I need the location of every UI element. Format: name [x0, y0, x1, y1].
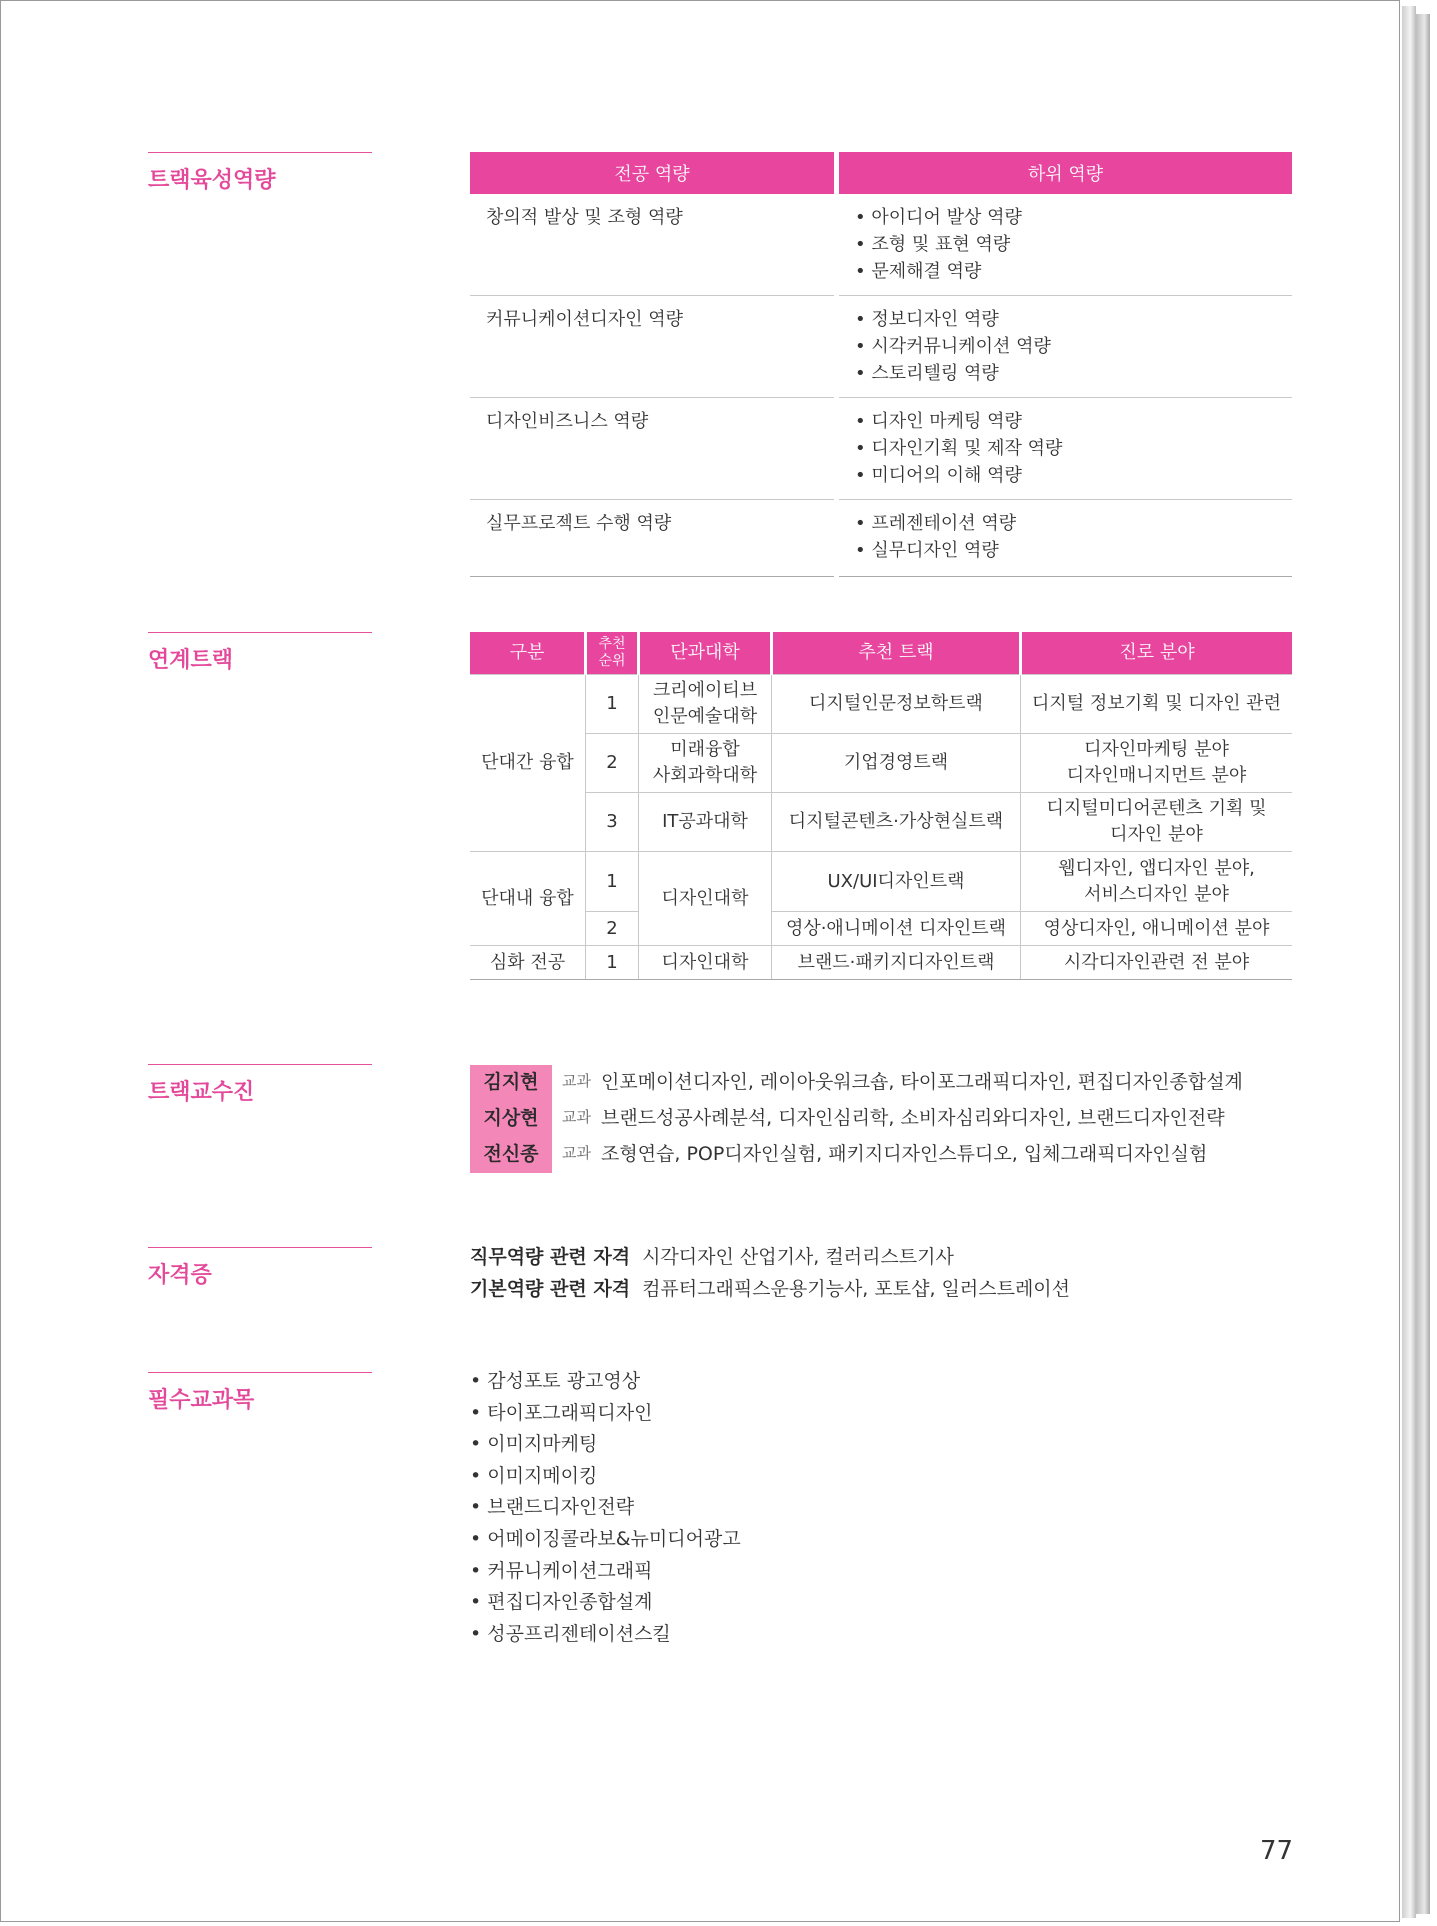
- linked-track-table: [470, 632, 1292, 980]
- section-label-required: 필수교과목: [148, 1372, 372, 1414]
- rank-cell: 3: [586, 793, 639, 852]
- faculty-role: 교과: [562, 1107, 591, 1126]
- license-row: [470, 1242, 954, 1269]
- table-row: [470, 912, 1292, 946]
- list-item: • 타이포그래픽디자인: [470, 1398, 741, 1430]
- sub-competency: • 실무디자인 역량: [855, 540, 999, 561]
- track-cell: 기업경영트랙: [772, 734, 1021, 793]
- career-cell: 디지털 정보기획 및 디자인 관련: [1021, 675, 1293, 734]
- table-row: [470, 793, 1292, 852]
- career-cell: 시각디자인관련 전 분야: [1021, 946, 1293, 980]
- table-row: [470, 398, 1292, 500]
- track-cell: 영상·애니메이션 디자인트랙: [772, 912, 1021, 946]
- faculty-role: 교과: [562, 1143, 591, 1162]
- header-career: 진로 분야: [1021, 632, 1293, 675]
- faculty-subjects: 인포메이션디자인, 레이아웃워크숍, 타이포그래픽디자인, 편집디자인종합설계: [600, 1070, 1243, 1093]
- career-cell: 웹디자인, 앱디자인 분야, 서비스디자인 분야: [1021, 852, 1293, 912]
- faculty-name: 지상현: [483, 1106, 539, 1129]
- section-label-linked-track: 연계트랙: [148, 632, 372, 674]
- page-edge: [1416, 14, 1430, 1914]
- list-item: • 감성포토 광고영상: [470, 1366, 741, 1398]
- career-cell: 디지털미디어콘텐츠 기획 및 디자인 분야: [1021, 793, 1293, 852]
- faculty-subjects: 조형연습, POP디자인실험, 패키지디자인스튜디오, 입체그래픽디자인실험: [600, 1142, 1208, 1165]
- list-item: • 브랜드디자인전략: [470, 1492, 741, 1524]
- faculty-row: [470, 1134, 1207, 1170]
- major-competency: 창의적 발상 및 조형 역량: [470, 194, 837, 296]
- list-item: • 이미지메이킹: [470, 1461, 741, 1493]
- sub-competency: • 조형 및 표현 역량: [855, 234, 1011, 255]
- table-row: [470, 500, 1292, 577]
- track-cell: 디지털인문정보학트랙: [772, 675, 1021, 734]
- sub-competency: • 정보디자인 역량: [855, 309, 999, 330]
- track-cell: 브랜드·패키지디자인트랙: [772, 946, 1021, 980]
- rank-cell: 2: [586, 912, 639, 946]
- career-cell: 디자인마케팅 분야 디자인매니지먼트 분야: [1021, 734, 1293, 793]
- group-cell: 단대간 융합: [470, 675, 586, 852]
- list-item: • 편집디자인종합설계: [470, 1587, 741, 1619]
- header-rank-line: 추천: [598, 636, 626, 652]
- table-row: [470, 194, 1292, 296]
- college-cell: IT공과대학: [639, 793, 772, 852]
- track-cell: UX/UI디자인트랙: [772, 852, 1021, 912]
- list-item: • 성공프리젠테이션스킬: [470, 1619, 741, 1651]
- sub-competency-list: [837, 398, 1293, 500]
- table-row: [470, 734, 1292, 793]
- sub-competency-list: [837, 500, 1293, 577]
- required-course-list: [470, 1366, 741, 1650]
- list-item: • 어메이징콜라보&뉴미디어광고: [470, 1524, 741, 1556]
- page-number: 77: [1260, 1836, 1294, 1866]
- faculty-name: 김지현: [483, 1070, 539, 1093]
- faculty-role: 교과: [562, 1071, 591, 1090]
- faculty-name: 전신종: [483, 1142, 539, 1165]
- college-cell: 디자인대학: [639, 946, 772, 980]
- sub-competency: • 문제해결 역량: [855, 261, 982, 282]
- sub-competency: • 프레젠테이션 역량: [855, 513, 1017, 534]
- sub-competency: • 아이디어 발상 역량: [855, 207, 1022, 228]
- sub-competency: • 디자인기획 및 제작 역량: [855, 438, 1063, 459]
- table-row: [470, 852, 1292, 912]
- major-competency: 커뮤니케이션디자인 역량: [470, 296, 837, 398]
- header-sub-competency: 하위 역량: [837, 152, 1293, 194]
- career-cell: 영상디자인, 애니메이션 분야: [1021, 912, 1293, 946]
- competency-table: [470, 152, 1292, 577]
- sub-competency: • 시각커뮤니케이션 역량: [855, 336, 1051, 357]
- sub-competency: • 스토리텔링 역량: [855, 363, 999, 384]
- rank-cell: 1: [586, 946, 639, 980]
- sub-competency: • 디자인 마케팅 역량: [855, 411, 1022, 432]
- rank-cell: 2: [586, 734, 639, 793]
- rank-cell: 1: [586, 675, 639, 734]
- header-track: 추천 트랙: [772, 632, 1021, 675]
- college-cell: 미래융합 사회과학대학: [639, 734, 772, 793]
- section-label-competency: 트랙육성역량: [148, 152, 372, 194]
- header-college: 단과대학: [639, 632, 772, 675]
- page-edge: [1402, 6, 1416, 1918]
- license-value: 컴퓨터그래픽스운용기능사, 포토샵, 일러스트레이션: [642, 1278, 1071, 1300]
- group-cell: 단대내 융합: [470, 852, 586, 946]
- college-cell: 크리에이티브 인문예술대학: [639, 675, 772, 734]
- faculty-row: [470, 1098, 1225, 1134]
- table-row: [470, 946, 1292, 980]
- faculty-subjects: 브랜드성공사례분석, 디자인심리학, 소비자심리와디자인, 브랜드디자인전략: [600, 1106, 1225, 1129]
- table-row: [470, 296, 1292, 398]
- major-competency: 디자인비즈니스 역량: [470, 398, 837, 500]
- sub-competency-list: [837, 194, 1293, 296]
- group-cell: 심화 전공: [470, 946, 586, 980]
- rank-cell: 1: [586, 852, 639, 912]
- license-value: 시각디자인 산업기사, 컬러리스트기사: [642, 1246, 954, 1268]
- section-label-license: 자격증: [148, 1247, 372, 1289]
- table-row: [470, 675, 1292, 734]
- track-cell: 디지털콘텐츠·가상현실트랙: [772, 793, 1021, 852]
- license-row: [470, 1274, 1070, 1301]
- header-category: 구분: [470, 632, 586, 675]
- license-label: 직무역량 관련 자격: [470, 1246, 631, 1268]
- header-rank-line: 순위: [598, 653, 626, 669]
- list-item: • 이미지마케팅: [470, 1429, 741, 1461]
- header-major-competency: 전공 역량: [470, 152, 837, 194]
- sub-competency: • 미디어의 이해 역량: [855, 465, 1022, 486]
- college-cell: 디자인대학: [639, 852, 772, 946]
- header-rank: [586, 632, 639, 675]
- list-item: • 커뮤니케이션그래픽: [470, 1556, 741, 1588]
- sub-competency-list: [837, 296, 1293, 398]
- license-label: 기본역량 관련 자격: [470, 1278, 631, 1300]
- faculty-row: [470, 1062, 1243, 1098]
- section-label-faculty: 트랙교수진: [148, 1064, 372, 1106]
- major-competency: 실무프로젝트 수행 역량: [470, 500, 837, 577]
